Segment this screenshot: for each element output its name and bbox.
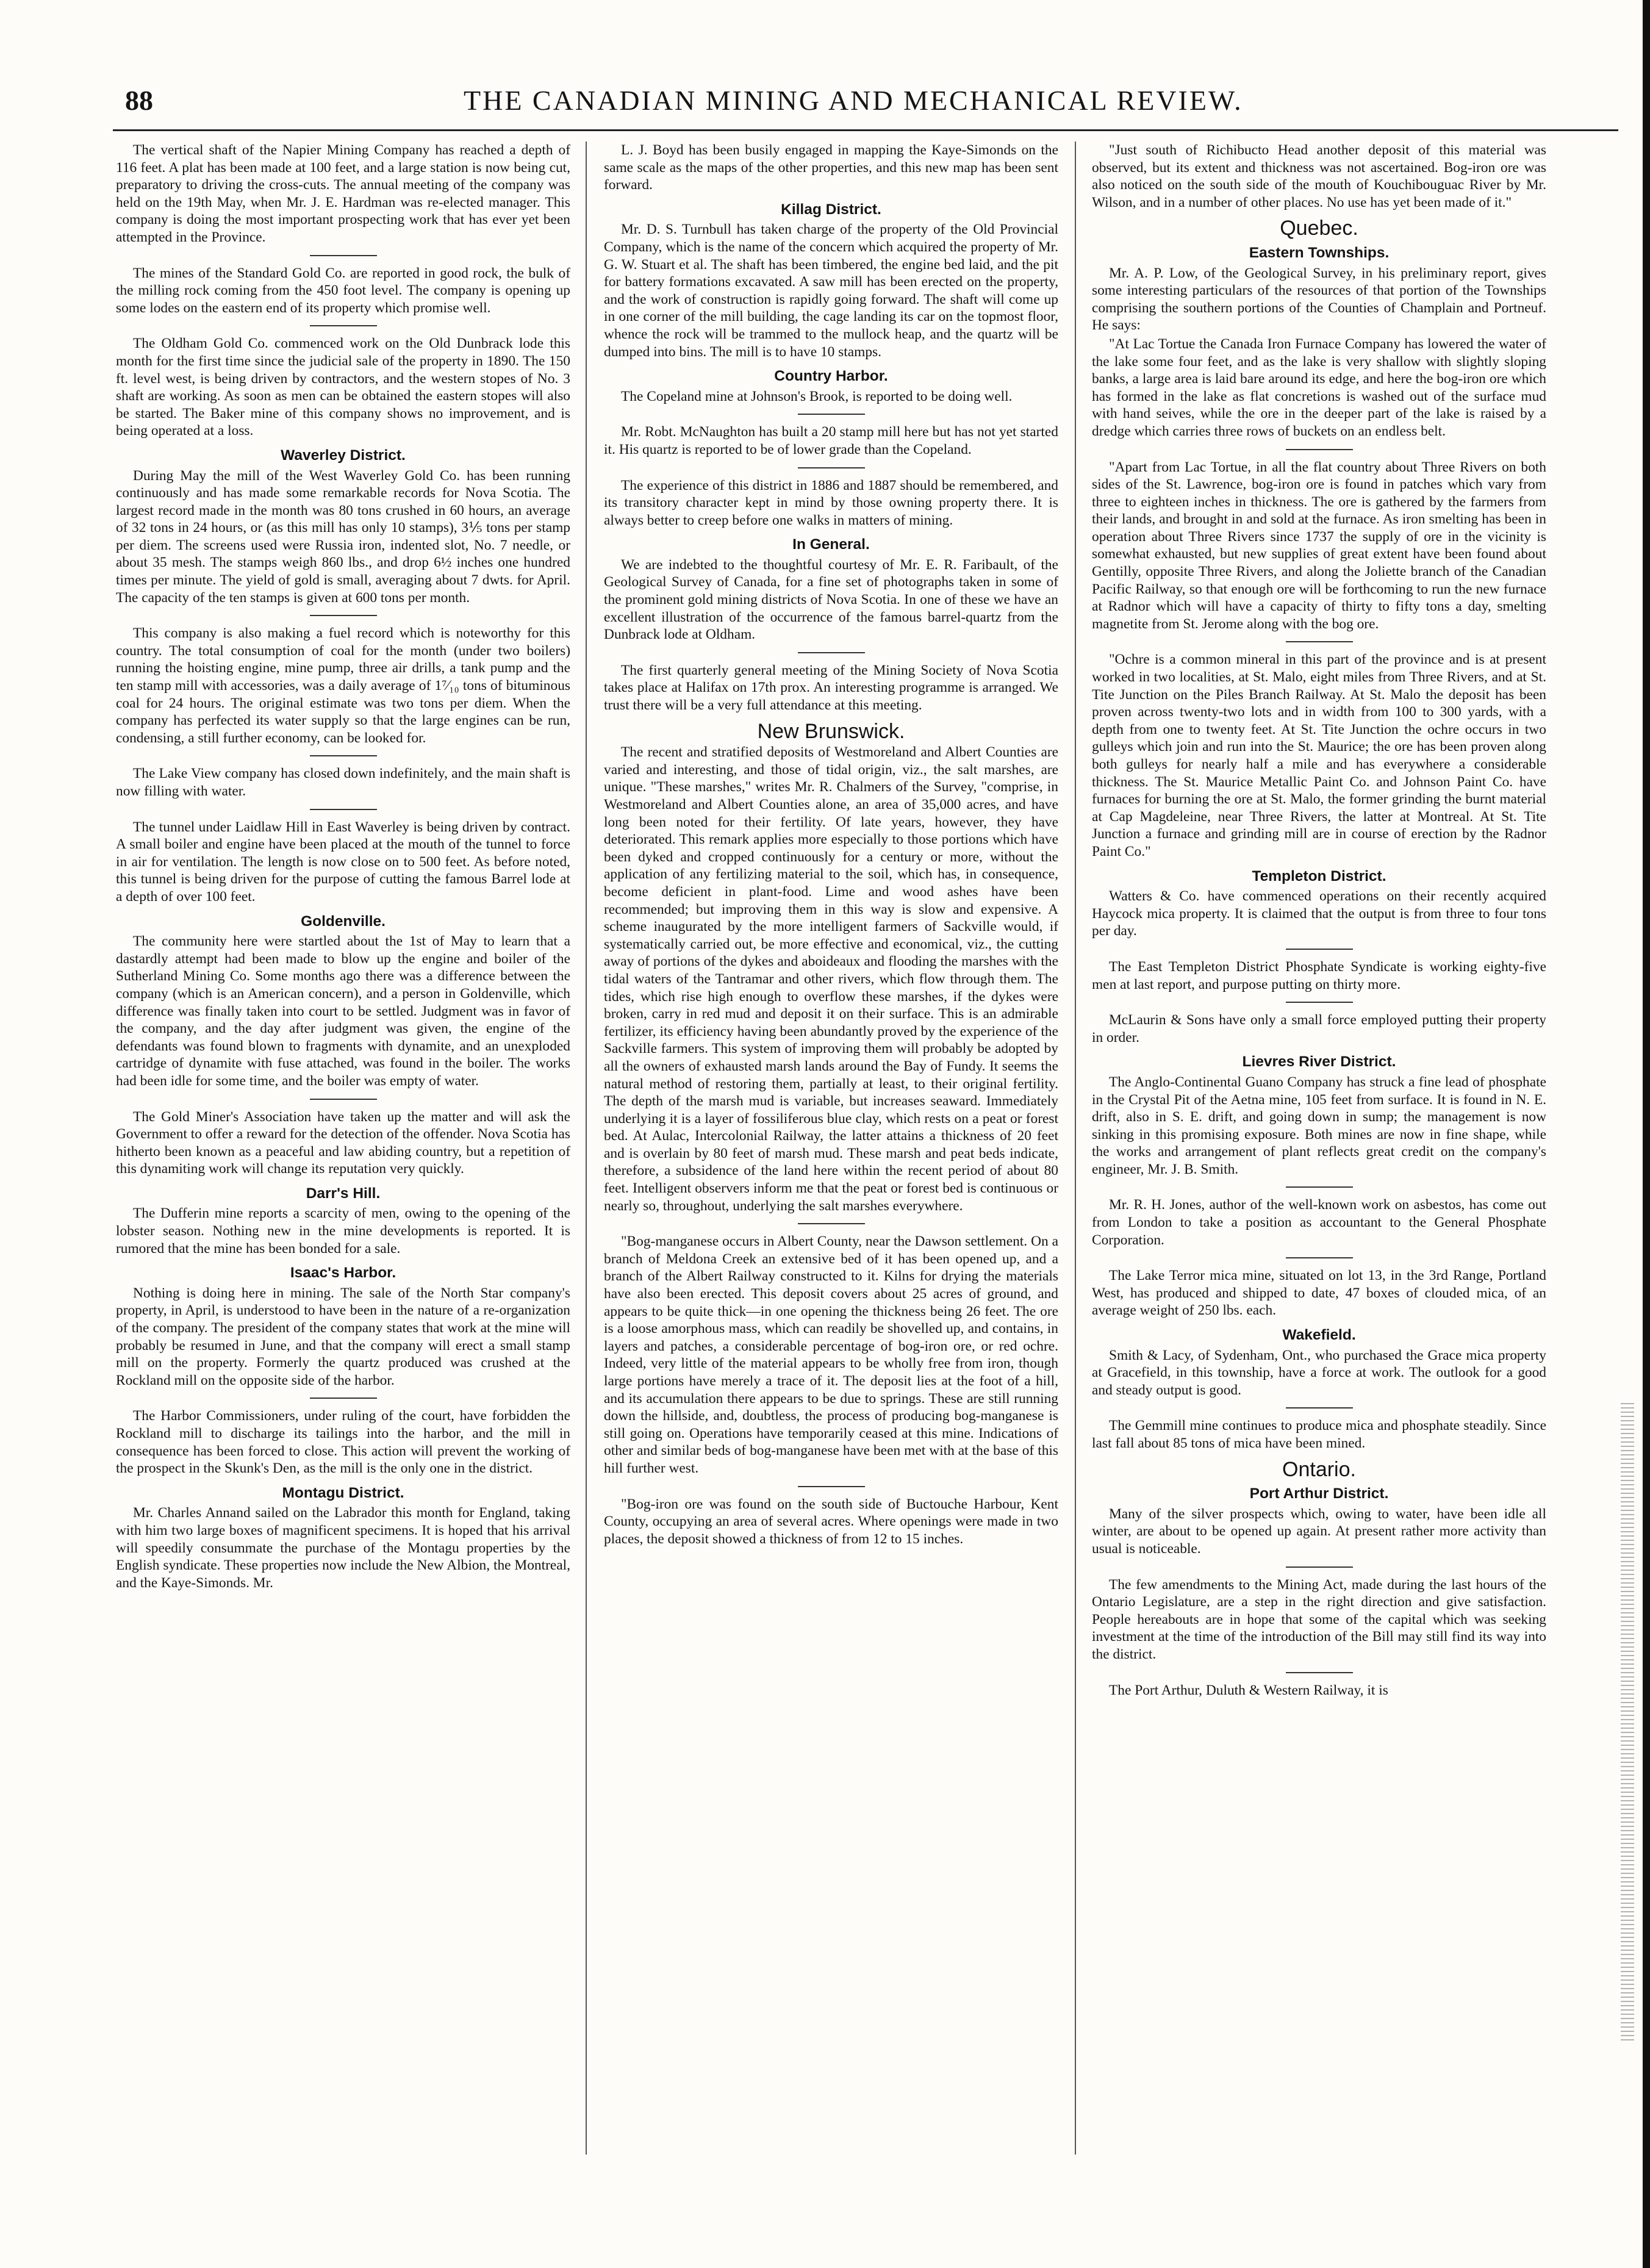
section-heading: Waverley District. — [281, 447, 406, 464]
paragraph: The mines of the Standard Gold Co. are reported in good rock, the bulk of the milling rock coming from the 450 foot level. The company is opening up some lodes on the eastern end of its property which promise well. — [116, 265, 570, 316]
paragraph: "Just south of Richibucto Head another deposit of this material was observed, but its extent and thickness was not ascertained. Bog-iron ore was also noticed on the south side of the mouth of Kouchibouguac River by Mr. Wilson, and in a number of other places. No use has yet been made of it." — [1092, 142, 1546, 210]
paragraph: Mr. D. S. Turnbull has taken charge of the property of the Old Provincial Company, which is the name of the concern which acquired the property of Mr. G. W. Stuart et al. The shaft has been timbered, the engine bed laid, and the pit for battery formations excavated. A saw mill has been erected on the property, and the work of construction is rapidly going forward. The shaft will come up in one corner of the mill building, the cage landing its car on the topmost floor, whence the rock will be trammed to the mullock heap, and the quartz will be dumped into bins. The mill is to have 10 stamps. — [604, 221, 1058, 360]
paragraph: Mr. A. P. Low, of the Geological Survey, in his preliminary report, gives some interesting particulars of the resources of that portion of the Townships comprising the southern portions of the Counties of Champlain and Portneuf. He says: — [1092, 265, 1546, 334]
paragraph: Mr. Charles Annand sailed on the Labrador this month for England, taking with him two large boxes of magnificent specimens. It is hoped that his arrival will speedily consummate the purchase of the Montagu properties by the English syndicate. These properties now include the New Albion, the Montreal, and the Kaye-Simonds. Mr. — [116, 1505, 570, 1591]
paragraph: The Lake View company has closed down indefinitely, and the main shaft is now filling with water. — [116, 766, 570, 799]
paragraph: The vertical shaft of the Napier Mining Company has reached a depth of 116 feet. A plat has been made at 100 feet, and a large station is now being cut, preparatory to driving the cross-cuts. The annual meeting of the company was held on the 19th May, when Mr. J. E. Hardman was re-elected manager. This company is doing the most important prospecting work that has ever yet been attempted in the Province. — [116, 142, 570, 245]
paragraph: The Copeland mine at Johnson's Brook, is reported to be doing well. — [621, 388, 1013, 404]
paragraph: The Anglo-Continental Guano Company has struck a fine lead of phosphate in the Crystal Pit of the Aetna mine, 105 feet from surface. It is found in N. E. drift, also in S. E. drift, and going down in sump; the management is now sinking in this promising exposure. Both mines are now in fine shape, while the works and arrangement of plant reflects great credit on the company's engineer, Mr. J. B. Smith. — [1092, 1074, 1546, 1177]
paragraph: The Dufferin mine reports a scarcity of men, owing to the opening of the lobster season. Nothing new in the mine developments is reported. It is rumored that the mine has been bonded for a sale. — [116, 1205, 570, 1257]
paragraph: The community here were startled about the 1st of May to learn that a dastardly attempt had been made to blow up the engine and boiler of the Sutherland Mining Co. Some months ago there was a difference between the company (which is an American concern), and a person in Goldenville, which difference was finally taken into court to be settled. Judgment was in favor of the company, and the day after judgment was given, the engine of the defendants was found blown to fragments with dynamite, and an unexploded cartridge of dynamite with fuse attached, was found in the boiler. The works had been idle for some time, and the boiler was empty of water. — [116, 933, 570, 1089]
section-heading: Country Harbor. — [774, 368, 888, 385]
section-divider — [1286, 1257, 1353, 1258]
paragraph: "At Lac Tortue the Canada Iron Furnace Company has lowered the water of the lake some four feet, and as the lake is very shallow with slightly sloping banks, a large area is laid bare around its edge, and here the bog-iron ore which has formed in the lake as flat concretions is washed out of the surface mud with hand seives, while the ore in the deeper part of the lake is raised by a dredge which carries three rows of buckets on an endless belt. — [1092, 336, 1546, 439]
scan-edge-marks — [1621, 1403, 1634, 2044]
paragraph: The recent and stratified deposits of Westmoreland and Albert Counties are varied and interesting, and those of tidal origin, viz., the salt marshes, are unique. "These marshes," writes Mr. R. Chalmers of the Survey, "comprise, in Westmoreland and Albert Counties alone, an area of 35,000 acres, and have long been noted for their fertility. Of late years, however, they have deteriorated. This remark applies more especially to those portions which have been dyked and cropped continuously for a century or more, without the application of any fertilizing material to the soil, which has, in consequence, become deficient in plant-food. Lime and wood ashes have been recommended; but improving them in this way is slow and expensive. A scheme inaugurated by the more intelligent farmers of Sackville would, if systematically carried out, be more effective and economical, viz., the cutting away of portions of the dykes and aboideaux and flooding the marshes with the tidal waters of the Tantramar and other rivers, which flow through them. The tides, which rise high enough to overflow these marshes, if the dykes were broken, carry in red mud and deposit it on their surface. This is an admirable fertilizer, its efficiency having been abundantly proved by the experience of the Sackville farmers. This system of improving them will probably be adopted by all the owners of exhausted marsh lands around the Bay of Fundy. It seems the natural method of restoring them, partially at least, to their original fertility. The depth of the marsh mud is variable, but increases seaward. Immediately underlying it is a layer of fossiliferous blue clay, which rests on a peat or forest bed. At Aulac, Intercolonial Railway, the latter attains a thickness of 20 feet and is overlain by 80 feet of marsh mud. These marsh and peat beds indicate, therefore, a subsidence of the land here within the recent period of about 80 feet. Intelligent observers inform me that the peat or forest bed is continuous or nearly so, throughout, underlying the salt marshes everywhere. — [604, 744, 1058, 1214]
section-heading: Montagu District. — [282, 1484, 404, 1501]
masthead-title: THE CANADIAN MINING AND MECHANICAL REVIEW. — [464, 85, 1243, 116]
column-3 — [1092, 142, 1546, 2155]
paragraph: During May the mill of the West Waverley Gold Co. has been running continuously and has made some remarkable records for Nova Scotia. The largest record made in the month was 80 tons crushed in 60 hours, an average of 32 tons in 24 hours, or (as this mill has only 10 stamps), 3⅕ tons per stamp per diem. The screens used were Russia iron, indented slot, No. 7 needle, or about 35 mesh. The stamps weigh 860 lbs., and drop 6½ inches one hundred times per minute. The yield of gold is small, averaging about 7 dwts. for April. The capacity of the ten stamps is given at 600 tons per month. — [116, 467, 570, 606]
paragraph: This company is also making a fuel record which is noteworthy for this country. The total consumption of coal for the month (under two boilers) running the hoisting engine, mine pump, three air drills, a tank pump and the ten stamp mill with accessories, was a daily average of 1⁷⁄₁₀ tons of bituminous coal for 24 hours. The original estimate was two tons per diem. When the company has perfected its water supply so that the large engines can be run, condensing, a still further economy, can be looked for. — [116, 625, 570, 746]
section-divider — [310, 809, 377, 810]
paragraph: L. J. Boyd has been busily engaged in mapping the Kaye-Simonds on the same scale as the maps of the other properties, and this new map has been sent forward. — [604, 142, 1058, 193]
section-divider — [798, 467, 865, 468]
section-divider — [798, 414, 865, 415]
section-divider — [1286, 1002, 1353, 1003]
column-divider — [586, 142, 587, 2155]
section-divider — [798, 1223, 865, 1224]
region-heading: Quebec. — [1280, 217, 1358, 240]
section-divider — [798, 1486, 865, 1487]
column-1 — [116, 142, 570, 2155]
paragraph: Mr. R. H. Jones, author of the well-known work on asbestos, has come out from London to take a position as accountant to the General Phosphate Corporation. — [1092, 1197, 1546, 1248]
section-divider — [1286, 641, 1353, 642]
paragraph: The tunnel under Laidlaw Hill in East Waverley is being driven by contract. A small boiler and engine have been placed at the mouth of the tunnel to force in air for ventilation. The length is now close on to 500 feet. As before noted, this tunnel is being driven for the purpose of cutting the famous Barrel lode at a depth of over 100 feet. — [116, 819, 570, 905]
scan-edge — [1643, 0, 1650, 2268]
section-heading: Darr's Hill. — [306, 1185, 381, 1202]
section-heading: Templeton District. — [1252, 867, 1386, 885]
column-2 — [604, 142, 1058, 2155]
paragraph: The Harbor Commissioners, under ruling of the court, have forbidden the Rockland mill to discharge its tailings into the harbor, and the mill in consequence has been forced to close. This action will prevent the working of the prospect in the Skunk's Den, as the mill is the only one in the district. — [116, 1408, 570, 1477]
paragraph: The Lake Terror mica mine, situated on lot 13, in the 3rd Range, Portland West, has produced and shipped to date, 47 boxes of clouded mica, of an average weight of 250 lbs. each. — [1092, 1268, 1546, 1319]
paragraph: We are indebted to the thoughtful courtesy of Mr. E. R. Faribault, of the Geological Survey of Canada, for a fine set of photographs taken in some of the prominent gold mining districts of Nova Scotia. In one of these we have an excellent illustration of the occurrence of the famous barrel-quartz from the Dunbrack lode at Oldham. — [604, 556, 1058, 643]
paragraph: Nothing is doing here in mining. The sale of the North Star company's property, in April, is understood to have been in the nature of a re-organization of the company. The president of the company states that work at the mine will probably be resumed in June, and that the company will erect a small stamp mill on the property. Formerly the quartz produced was crushed at the Rockland mill on the opposite side of the harbor. — [116, 1285, 570, 1388]
column-divider — [1075, 142, 1076, 2155]
region-heading: New Brunswick. — [757, 719, 905, 743]
section-divider — [1286, 949, 1353, 950]
section-heading: Wakefield. — [1282, 1327, 1356, 1344]
section-heading: Goldenville. — [301, 913, 386, 930]
header-rule — [113, 129, 1618, 131]
section-divider — [310, 255, 377, 256]
section-heading: Eastern Townships. — [1249, 244, 1390, 261]
paragraph: "Ochre is a common mineral in this part of the province and is at present worked in two localities, at St. Malo, eight miles from Three Rivers, and at St. Tite Junction on the Piles Branch Railway. At St. Malo the deposit has been proven across twenty-two lots and in width from 100 to 300 yards, with a depth from one to twenty feet. At St. Tite Junction the ochre occurs in two gulleys which join and run into the St. Maurice; the ore has been proven along both gulleys for nearly half a mile and has everywhere a considerable thickness. The St. Maurice Metallic Paint Co. and Johnson Paint Co. have furnaces for burning the ore at St. Malo, the former grinding the burnt material at Cap Magdeleine, near Three Rivers, the latter at Montreal. At St. Tite Junction a furnace and grinding mill are in course of erection by the Radnor Paint Co." — [1092, 651, 1546, 859]
paragraph: Mr. Robt. McNaughton has built a 20 stamp mill here but has not yet started it. His quartz is reported to be of lower grade than the Copeland. — [604, 424, 1058, 458]
paragraph: The first quarterly general meeting of the Mining Society of Nova Scotia takes place at Halifax on 17th prox. An interesting programme is arranged. We trust there will be a very full attendance at this meeting. — [604, 662, 1058, 714]
section-heading: In General. — [792, 536, 870, 553]
section-heading: Killag District. — [781, 201, 881, 218]
page-number: 88 — [125, 85, 153, 116]
paragraph: "Apart from Lac Tortue, in all the flat country about Three Rivers on both sides of the St. Lawrence, bog-iron ore is found in patches which vary from three to eighteen inches in thickness. The ore is gathered by the farmers from their lands, and brought in and sold at the furnace. As iron smelting has been in operation about Three Rivers since 1737 the supply of ore in the vicinity is somewhat exhausted, but new supplies of great extent have been found about Gentilly, opposite Three Rivers, and along the Joliette branch of the Canadian Pacific Railway, so that enough ore will be forthcoming to run the new furnace at Radnor which will have a capacity of thirty to fifty tons a day, smelting magnetite from St. Jerome along with the bog ore. — [1092, 459, 1546, 632]
paragraph: "Bog-iron ore was found on the south side of Buctouche Harbour, Kent County, occupying an area of several acres. Where openings were made in two places, the deposit showed a thickness of from 12 to 15 inches. — [604, 1496, 1058, 1547]
paragraph: McLaurin & Sons have only a small force employed putting their property in order. — [1092, 1012, 1546, 1046]
paragraph: The Oldham Gold Co. commenced work on the Old Dunbrack lode this month for the first time since the judicial sale of the property in 1890. The 150 ft. level west, is being driven by contractors, and the western stopes of No. 3 shaft are working. As soon as men can be obtained the eastern stopes will also be started. The Baker mine of this company shows no improvement, and is being operated at a loss. — [116, 336, 570, 439]
paragraph: The Port Arthur, Duluth & Western Railway, it is — [1109, 1682, 1388, 1698]
section-divider — [1286, 449, 1353, 450]
paragraph: The East Templeton District Phosphate Syndicate is working eighty-five men at last report, and purpose putting on thirty more. — [1092, 958, 1546, 992]
section-divider — [1286, 1566, 1353, 1568]
region-heading: Ontario. — [1282, 1457, 1356, 1481]
section-divider — [798, 652, 865, 653]
paragraph: Smith & Lacy, of Sydenham, Ont., who purchased the Grace mica property at Gracefield, in this township, have a force at work. The outlook for a good and steady output is good. — [1092, 1347, 1546, 1398]
section-divider — [1286, 1186, 1353, 1188]
section-heading: Port Arthur District. — [1249, 1485, 1389, 1502]
paragraph: Many of the silver prospects which, owing to water, have been idle all winter, are about to be opened up again. At present rather more activity than usual is noticeable. — [1092, 1505, 1546, 1557]
section-divider — [310, 755, 377, 756]
section-divider — [310, 1099, 377, 1100]
section-divider — [1286, 1672, 1353, 1673]
paragraph: The Gemmill mine continues to produce mica and phosphate steadily. Since last fall about 85 tons of mica have been mined. — [1092, 1418, 1546, 1451]
section-divider — [1286, 1407, 1353, 1409]
section-divider — [310, 1398, 377, 1399]
paragraph: The Gold Miner's Association have taken up the matter and will ask the Government to offer a reward for the detection of the offender. Nova Scotia has hitherto been known as a peaceful and law abiding country, but a repetition of this dynamiting work will change its reputation very quickly. — [116, 1108, 570, 1177]
paragraph: The experience of this district in 1886 and 1887 should be remembered, and its transitory character kept in mind by those owning property there. It is always better to creep before one walks in matters of mining. — [604, 477, 1058, 528]
paragraph: Watters & Co. have commenced operations on their recently acquired Haycock mica property. It is claimed that the output is from three to four tons per day. — [1092, 888, 1546, 939]
paragraph: "Bog-manganese occurs in Albert County, near the Dawson settlement. On a branch of Meldona Creek an extensive bed of it has been opened up, and a branch of the Albert Railway constructed to it. Kilns for drying the materials have also been erected. This deposit covers about 25 acres of ground, and appears to be quite thick—in one opening the thickness being 26 feet. The ore is a loose amorphous mass, which can readily be shovelled up, and contains, in layers and patches, a considerable percentage of bog-iron ore, or red ochre. Indeed, very little of the material appears to be wholly free from iron, though large portions have merely a trace of it. The deposit lies at the foot of a hill, and its accumulation there appears to be due to springs. These are still running down the hillside, and, doubtless, the process of producing bog-manganese is still going on. Operations have temporarily ceased at this mine. Indications of other and similar beds of bog-manganese have been met with at the base of this hill further west. — [604, 1233, 1058, 1476]
page-header — [0, 84, 1650, 133]
section-divider — [310, 325, 377, 326]
section-heading: Isaac's Harbor. — [290, 1265, 396, 1282]
paragraph: The few amendments to the Mining Act, made during the last hours of the Ontario Legislature, are a step in the right direction and give satisfaction. People hereabouts are in hope that some of the capital which was seeking investment at the time of the introduction of the Bill may still find its way into the district. — [1092, 1576, 1546, 1662]
section-divider — [310, 615, 377, 616]
section-heading: Lievres River District. — [1242, 1053, 1396, 1071]
